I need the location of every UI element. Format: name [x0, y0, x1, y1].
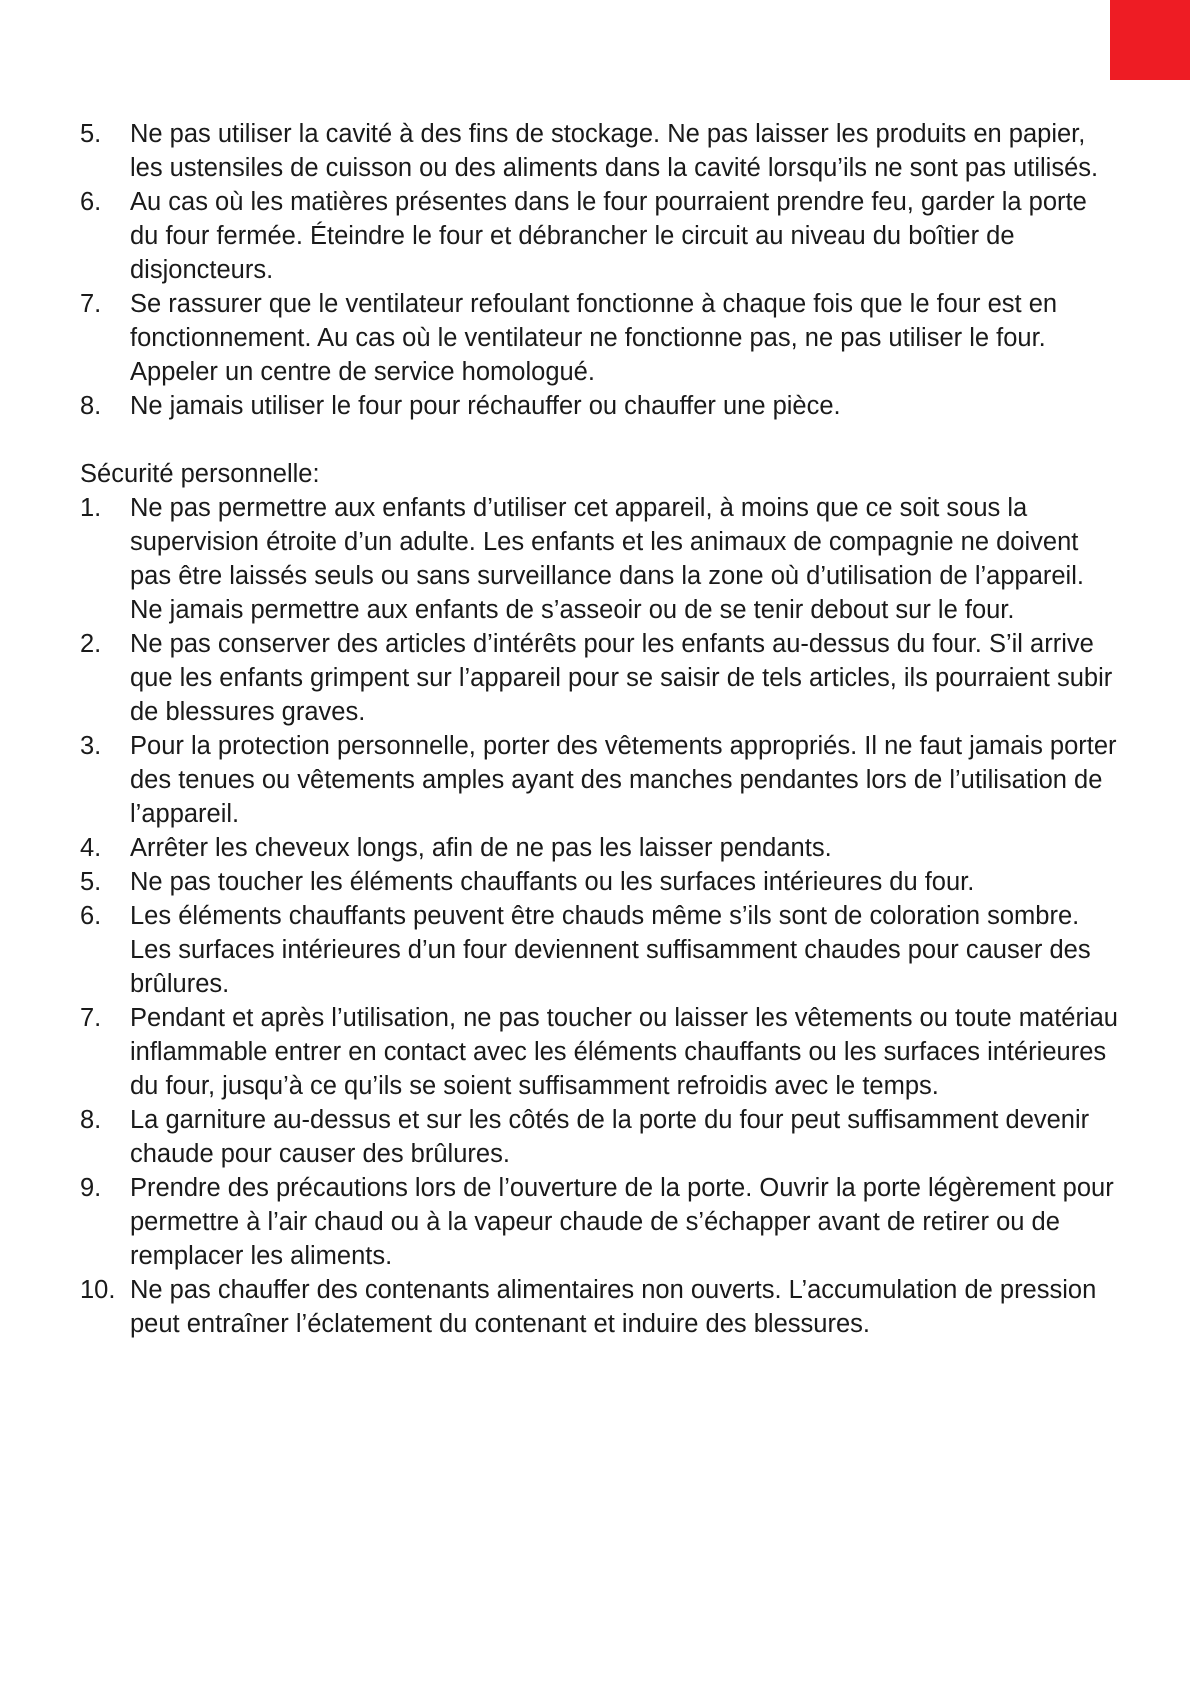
list-item: [80, 729, 1120, 831]
list-item-number: 4.: [80, 834, 102, 862]
list-item: [80, 1171, 1120, 1273]
list-item-text: Arrêter les cheveux longs, afin de ne pas les laisser pendants.: [130, 834, 832, 862]
list-item-number: 2.: [80, 630, 102, 658]
list-item: [80, 1103, 1120, 1171]
list-item: [80, 627, 1120, 729]
list-item-number: 7.: [80, 1004, 102, 1032]
list-item-number: 5.: [80, 120, 102, 148]
list-item: [80, 117, 1120, 185]
list-item-text: Au cas où les matières présentes dans le four pourraient prendre feu, garder la porte du four fermée. Éteindre le four et débrancher le circuit au niveau du boîtier de disjoncteurs.: [130, 188, 1087, 284]
list-item-number: 1.: [80, 494, 102, 522]
list-item-number: 10.: [80, 1276, 116, 1304]
list-item: [80, 1273, 1120, 1341]
safety-list-continued: [80, 117, 1120, 423]
list-item-number: 8.: [80, 1106, 102, 1134]
list-item-text: Ne pas toucher les éléments chauffants ou les surfaces intérieures du four.: [130, 868, 975, 896]
list-item: [80, 491, 1120, 627]
list-item-text: Pour la protection personnelle, porter des vêtements appropriés. Il ne faut jamais porter des tenues ou vêtements amples ayant des manches pendantes lors de l’utilisation de l’appareil.: [130, 732, 1117, 828]
list-item-number: 6.: [80, 188, 102, 216]
list-item-text: Ne pas utiliser la cavité à des fins de stockage. Ne pas laisser les produits en papier, les ustensiles de cuisson ou des aliments dans la cavité lorsqu’ils ne sont pas utilisés.: [130, 120, 1099, 182]
list-item-number: 9.: [80, 1174, 102, 1202]
list-item-number: 5.: [80, 868, 102, 896]
list-item-text: Prendre des précautions lors de l’ouverture de la porte. Ouvrir la porte légèrement pour permettre à l’air chaud ou à la vapeur chaude de s’échapper avant de retirer ou de remplacer les aliments.: [130, 1174, 1114, 1270]
list-item-text: Ne jamais utiliser le four pour réchauffer ou chauffer une pièce.: [130, 392, 841, 420]
list-item-number: 3.: [80, 732, 102, 760]
red-corner-tab: [1110, 0, 1190, 80]
list-item: [80, 389, 1120, 423]
list-item-text: Les éléments chauffants peuvent être chauds même s’ils sont de coloration sombre. Les surfaces intérieures d’un four deviennent suffisamment chaudes pour causer des brûlures.: [130, 902, 1091, 998]
list-item-number: 7.: [80, 290, 102, 318]
list-item: [80, 1001, 1120, 1103]
list-item-text: Ne pas conserver des articles d’intérêts pour les enfants au-dessus du four. S’il arrive que les enfants grimpent sur l’appareil pour se saisir de tels articles, ils pourraient subir de blessures graves.: [130, 630, 1113, 726]
list-item-text: La garniture au-dessus et sur les côtés de la porte du four peut suffisamment devenir chaude pour causer des brûlures.: [130, 1106, 1090, 1168]
list-item-text: Ne pas permettre aux enfants d’utiliser cet appareil, à moins que ce soit sous la supervision étroite d’un adulte. Les enfants et les animaux de compagnie ne doivent pas être laissés seuls ou sans surveillance dans la zone où d’utilisation de l’appareil. Ne jamais permettre aux enfants de s’asseoir ou de se tenir debout sur le four.: [130, 494, 1084, 624]
page-content: [80, 117, 1120, 1341]
list-item-text: Se rassurer que le ventilateur refoulant fonctionne à chaque fois que le four est en fonctionnement. Au cas où le ventilateur ne fonctionne pas, ne pas utiliser le four. Appeler un centre de service homologué.: [130, 290, 1058, 386]
personal-safety-list: [80, 491, 1120, 1341]
list-item-text: Ne pas chauffer des contenants alimentaires non ouverts. L’accumulation de pression peut entraîner l’éclatement du contenant et induire des blessures.: [130, 1276, 1097, 1338]
list-item: [80, 185, 1120, 287]
list-item: [80, 865, 1120, 899]
list-item: [80, 287, 1120, 389]
section-heading-personal-safety: Sécurité personnelle:: [80, 460, 320, 488]
list-item-number: 6.: [80, 902, 102, 930]
list-item: [80, 899, 1120, 1001]
list-item: [80, 831, 1120, 865]
list-item-number: 8.: [80, 392, 102, 420]
list-item-text: Pendant et après l’utilisation, ne pas toucher ou laisser les vêtements ou toute matériau inflammable entrer en contact avec les éléments chauffants ou les surfaces intérieures du four, jusqu’à ce qu’ils se soient suffisamment refroidis avec le temps.: [130, 1004, 1118, 1100]
